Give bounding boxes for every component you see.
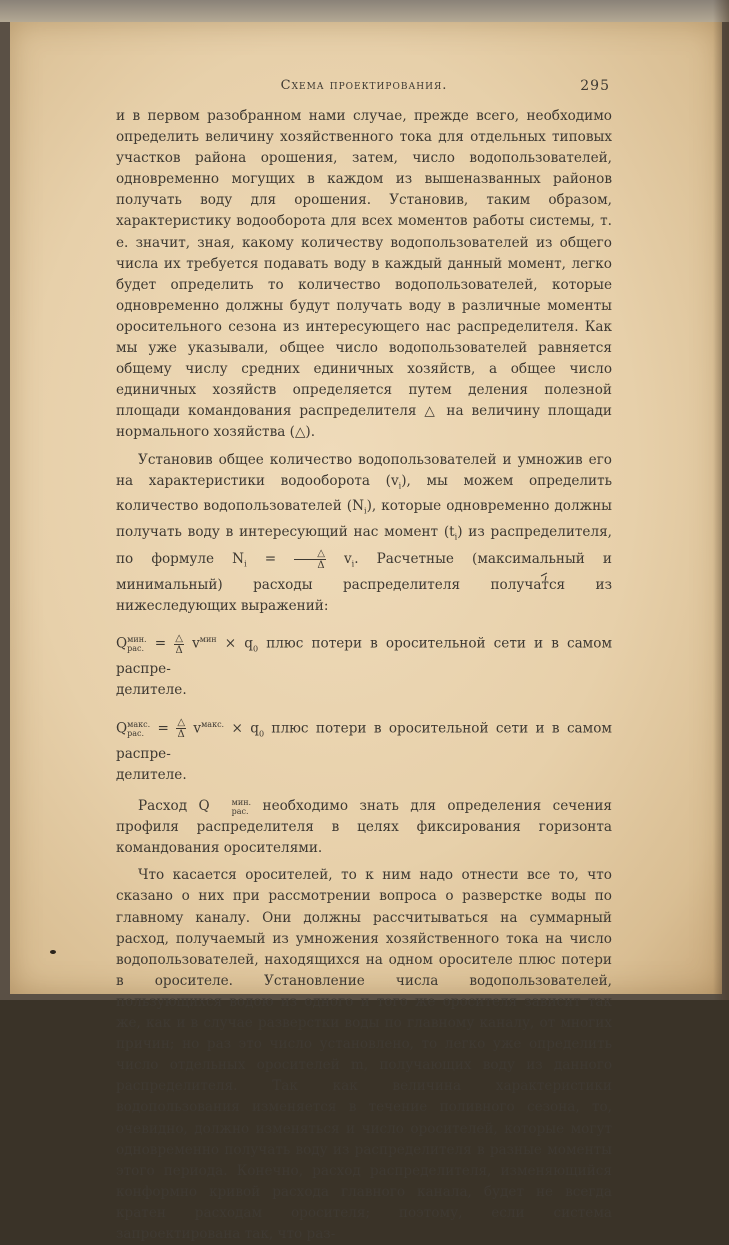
- p3-sup: мин.: [231, 797, 252, 807]
- page-number: 295: [580, 78, 610, 94]
- sub-i-4: i: [244, 559, 247, 569]
- formula-eq-1: =: [264, 551, 277, 568]
- q-symbol-2: Q: [116, 720, 128, 737]
- q-symbol-1: Q: [116, 635, 128, 652]
- book-page: [10, 22, 722, 1242]
- fraction-delta: [294, 548, 326, 571]
- formula-eq-2: =: [154, 635, 167, 652]
- sub-i-1: i: [398, 481, 402, 491]
- p2-part-e: . Расчетные (максимальный и минимальный) расходы распределителя получатся из нижеследующих выражений:: [116, 551, 612, 614]
- formula-v-2: v: [192, 635, 200, 652]
- fraction-den-3: Δ: [177, 729, 185, 741]
- formula-max: [116, 714, 612, 787]
- v-min-sup: мин: [199, 635, 217, 645]
- paragraph-4: Что касается оросителей, то к ним надо отнести все то, что сказано о них при рассмотрении вопроса о разверстке воды по главному каналу. Они должны рассчитываться на суммарный расход, получаемый из умножения хозяйственного тока на число водопользователей, находящихся на одном оросителе плюс потери в оросителе. Установление числа водопользователей, пользующихся водою из одного и того же оросителя зависит так же, как и в случае разверстки воды по главному каналу, от многих причин; но раз это число установлено, то легко уже определить число отдельных оросителей m, получающих воду из данного распределителя. Так как величина характеристики водопользования изменяется в течение поливного сезона, то, очевидно, должно изменяться и число оросителей, которые могут одновременно получать воду из распределителя в разные моменты этого периода. Конечно, расход распределителя, изменяющийся конформно кривой расхода главного канала, будет не всегда кратен расходам оросителя; поэтому, если система запроектирована так, что раз-: [116, 867, 612, 1242]
- p3-part-b: необходимо знать для определения сечения профиля распределителя в целях фиксирования горизонта командования оросителями.: [116, 798, 612, 857]
- page-content: [116, 50, 612, 1245]
- fraction-den: Δ: [317, 560, 325, 572]
- paragraph-1: и в первом разобранном нами случае, прежде всего, необходимо определить величину хозяйственного тока для отдельных типовых участков района орошения, затем, число водопользователей, одновременно могущих в каждом из вышеназванных районов получать воду для орошения. Установив, таким образом, характеристику водооборота для всех моментов работы системы, т. е. значит, зная, какому количеству водопользователей из общего числа их требуется подавать воду в каждый данный момент, легко будет определить то количество водопользователей, которые одновременно должны будут получать воду в различные моменты оросительного сезона из интересующего нас распределителя. Как мы уже указывали, общее число водопользователей равняется общему числу средних единичных хозяйств, а общее число единичных хозяйств определяется путем деления полезной площади командования распределителя △ на величину площади нормального хозяйства (△).: [116, 108, 612, 441]
- p3-sub: рас.: [231, 806, 249, 816]
- paragraph-3: [116, 796, 612, 859]
- q0-sub-1: 0: [252, 644, 259, 654]
- formula-min-tail: плюс потери в оросительной сети и в самом распре-: [116, 635, 613, 678]
- p2-part-a: Установив общее количество водопользователей и умножив его на характеристики водооборота (v: [116, 451, 612, 489]
- q-max-index: [127, 720, 150, 738]
- q-max-sub: рас.: [127, 728, 145, 738]
- formula-v: v: [343, 551, 352, 568]
- sub-i-5: i: [351, 559, 355, 569]
- formula-v-3: v: [193, 720, 202, 737]
- page-edge-shadow: [713, 0, 729, 1000]
- formula-max-tail: плюс потери в оросительной сети и в самом распре-: [116, 720, 612, 762]
- ink-speck: [50, 950, 56, 954]
- q-max-index-2: [210, 798, 251, 816]
- fraction-delta-3: [176, 717, 186, 740]
- formula-min-cont: делителе.: [116, 682, 187, 699]
- running-head: Схема проектирования.: [280, 78, 448, 93]
- formula-max-cont: делителе.: [116, 767, 187, 783]
- formula-min: [116, 629, 612, 702]
- p2-part-c: ), которые одновременно должны получать воду в интересующий нас момент (t: [116, 498, 612, 541]
- fraction-delta-2: [174, 633, 184, 656]
- pencil-mark-icon: [540, 570, 552, 582]
- q-min-sub: рас.: [127, 644, 145, 654]
- fraction-num: △: [294, 548, 326, 560]
- q-min-sup: мин.: [127, 635, 147, 645]
- sub-i-3: i: [454, 532, 458, 542]
- q0-sub-2: 0: [258, 728, 265, 738]
- scanner-top-band: [0, 0, 729, 22]
- times-sign-2: ×: [231, 720, 243, 737]
- q-max-sup: макс.: [127, 719, 151, 729]
- p2-part-d: ) из распределителя, по формуле N: [116, 524, 612, 568]
- v-max-sup: макс.: [201, 719, 225, 729]
- p2-part-b: ), мы можем определить количество водопользователей (N: [116, 472, 613, 515]
- q-min-index: [127, 635, 146, 653]
- q0-symbol-2: q: [250, 720, 259, 737]
- body-text: [116, 106, 612, 1245]
- fraction-num-3: △: [177, 717, 186, 729]
- times-sign-1: ×: [224, 635, 237, 652]
- q0-symbol-1: q: [244, 635, 253, 652]
- fraction-num-2: △: [175, 632, 183, 644]
- sub-i-2: i: [364, 507, 367, 517]
- paragraph-2: [116, 450, 612, 618]
- fraction-den-2: Δ: [175, 644, 183, 656]
- p3-part-a: Расход Q: [138, 798, 210, 815]
- page-header: [116, 50, 612, 94]
- formula-eq-3: =: [157, 720, 169, 737]
